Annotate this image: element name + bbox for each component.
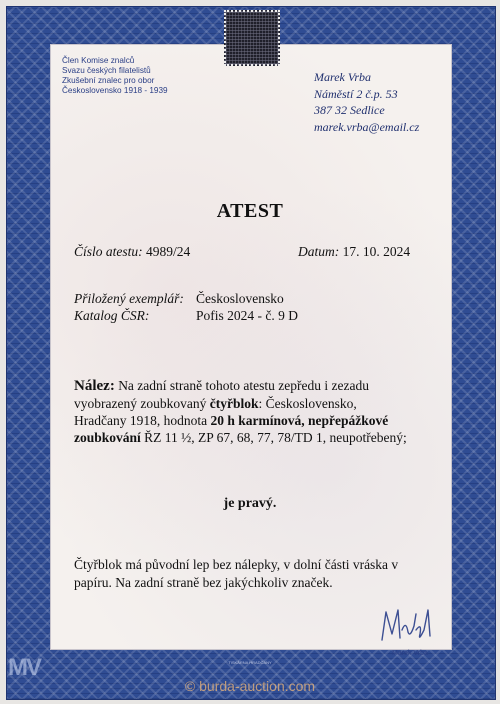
finding-line: zoubkování ŘZ 11 ½, ZP 67, 68, 77, 78/TD 1, neupotřebený; <box>74 430 407 445</box>
signer-name: Marek Vrba <box>392 650 428 657</box>
finding-paragraph <box>74 377 434 446</box>
certificate-date-label: Datum: <box>298 244 340 259</box>
exhibit-item-value: Československo <box>196 291 284 306</box>
auction-watermark: © burda-auction.com <box>184 678 316 694</box>
certificate-date <box>298 244 410 260</box>
handwritten-signature <box>376 600 436 650</box>
finding-line: Hradčany 1918, hodnota 20 h karmínová, nepřepážkové <box>74 413 389 428</box>
certificate-number-value: 4989/24 <box>146 244 191 259</box>
commission-line: Zkušební znalec pro obor <box>62 76 155 85</box>
commission-line: Československo 1918 - 1939 <box>62 86 168 95</box>
certificate-date-value: 17. 10. 2024 <box>342 244 411 259</box>
address-email: marek.vrba@email.cz <box>314 119 420 134</box>
note-line: Čtyřblok má původní lep bez nálepky, v dolní části vráska v <box>74 557 399 572</box>
mv-logo: MV <box>8 654 40 681</box>
address-name: Marek Vrba <box>314 70 371 84</box>
verdict: je pravý. <box>223 496 277 511</box>
address-city: 387 32 Sedlice <box>314 103 385 117</box>
condition-note <box>74 556 398 592</box>
finding-label: Nález: <box>74 378 115 394</box>
expert-address <box>314 69 419 135</box>
commission-line: Člen Komise znalců <box>62 56 135 65</box>
finding-line: vyobrazený zoubkovaný čtyřblok: Československo, <box>74 396 357 411</box>
commission-info <box>62 56 168 96</box>
printer-mark: TISKÁRNA HRADČANY <box>228 660 272 665</box>
note-line: papíru. Na zadní straně bez jakýchkoliv značek. <box>74 575 333 590</box>
certificate-number <box>74 244 190 260</box>
certificate-title: ATEST <box>216 200 284 222</box>
certificate-number-label: Číslo atestu: <box>74 244 143 259</box>
exhibit-catalog-label: Katalog ČSR: <box>74 308 150 323</box>
address-street: Náměstí 2 č.p. 53 <box>314 86 398 101</box>
stamp-image <box>224 10 280 66</box>
exhibit-catalog-value: Pofis 2024 - č. 9 D <box>196 308 298 323</box>
commission-line: Svazu českých filatelistů <box>62 66 151 75</box>
exhibit-item-label: Přiložený exemplář: <box>74 291 184 306</box>
finding-line: Nález: Na zadní straně tohoto atestu zepředu i zezadu <box>74 378 369 394</box>
